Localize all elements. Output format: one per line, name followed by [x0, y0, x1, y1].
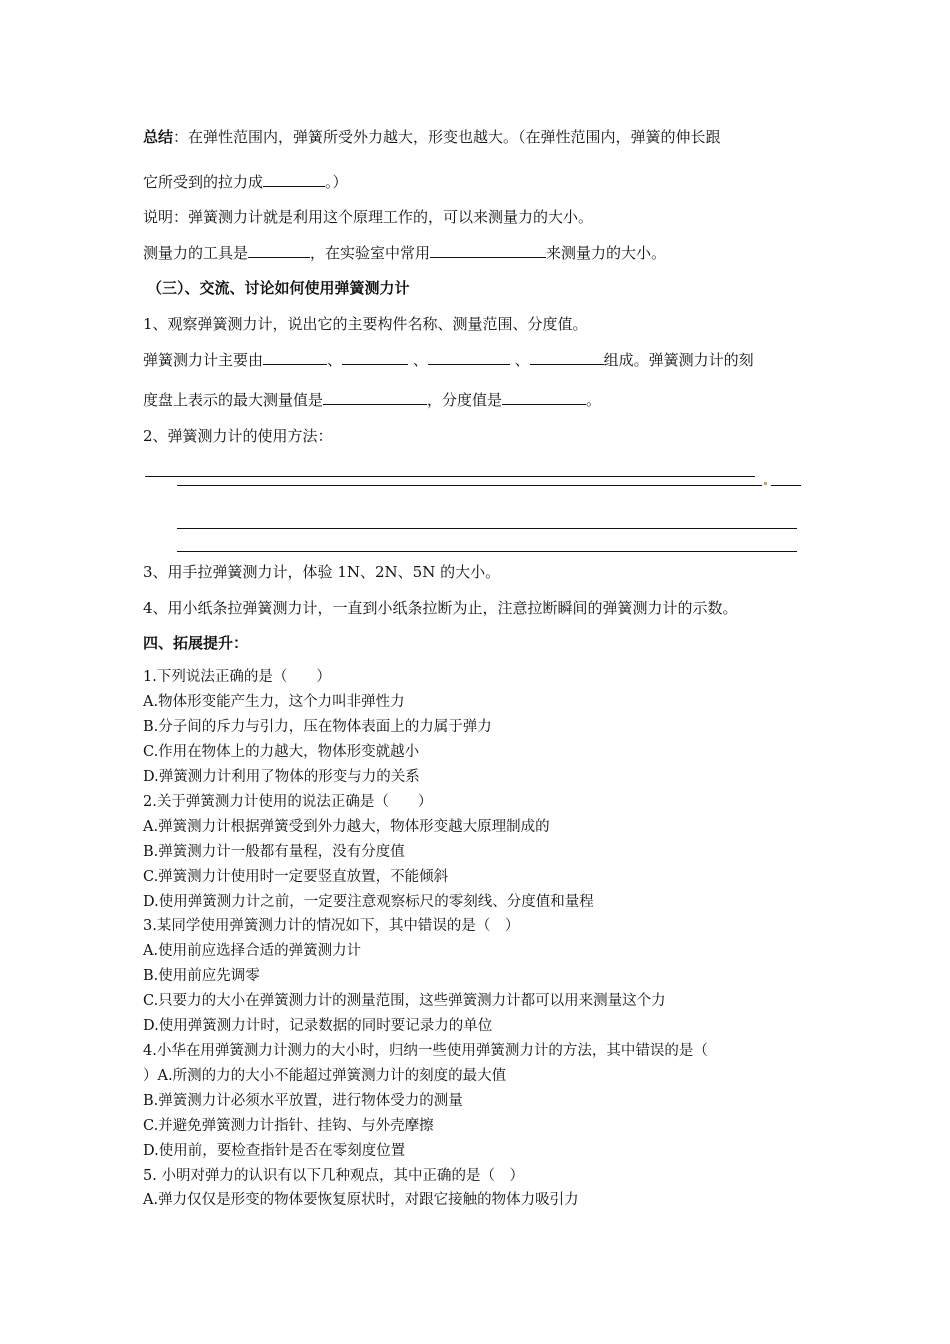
summary-text-1: ：在弹性范围内，弹簧所受外力越大，形变也越大。（在弹性范围内，弹簧的伸长跟 — [173, 128, 721, 146]
answer-rule-1[interactable] — [145, 476, 755, 477]
blank-part-3[interactable] — [428, 349, 510, 365]
tool-text-c: 来测量力的大小。 — [546, 244, 667, 262]
blank-part-2[interactable] — [342, 349, 408, 365]
parts-text-b: 组成。弹簧测力计的刻 — [603, 351, 754, 369]
question-line: A.弹簧测力计根据弹簧受到外力越大，物体形变越大原理制成的 — [143, 819, 550, 835]
dial-text-a: 度盘上表示的最大测量值是 — [143, 391, 324, 409]
question-line: D.弹簧测力计利用了物体的形变与力的关系 — [143, 769, 420, 785]
item-2: 2、弹簧测力计的使用方法： — [143, 427, 333, 445]
question-line: C.并避免弹簧测力计指针、挂钩、与外壳摩擦 — [143, 1118, 434, 1134]
parts-sep-3: 、 — [514, 351, 530, 369]
answer-rule-3[interactable] — [177, 528, 797, 529]
question-line: 4.小华在用弹簧测力计测力的大小时，归纳一些使用弹簧测力计的方法，其中错误的是（ — [143, 1043, 708, 1059]
explain-line: 说明：弹簧测力计就是利用这个原理工作的，可以来测量力的大小。 — [143, 208, 594, 226]
question-line: C.作用在物体上的力越大，物体形变就越小 — [143, 744, 420, 760]
blank-part-4[interactable] — [530, 349, 604, 365]
question-line: B.弹簧测力计必须水平放置，进行物体受力的测量 — [143, 1093, 463, 1109]
question-line: D.使用弹簧测力计时，记录数据的同时要记录力的单位 — [143, 1018, 493, 1034]
tool-text-a: 测量力的工具是 — [143, 244, 249, 262]
question-line: 1.下列说法正确的是（ ） — [143, 669, 331, 685]
blank-proportion[interactable] — [263, 171, 325, 187]
item-3: 3、用手拉弹簧测力计，体验 1N、2N、5N 的大小。 — [143, 563, 501, 581]
parts-sep-1: 、 — [327, 351, 343, 369]
tool-line — [143, 242, 666, 263]
blank-part-1[interactable] — [263, 349, 327, 365]
question-line: B.分子间的斥力与引力，压在物体表面上的力属于弹力 — [143, 719, 492, 735]
stray-mark — [764, 482, 767, 485]
answer-rule-2-tail — [771, 485, 801, 486]
question-line: C.弹簧测力计使用时一定要竖直放置，不能倾斜 — [143, 869, 449, 885]
section-3-title: （三）、交流、讨论如何使用弹簧测力计 — [147, 279, 410, 297]
question-line: B.使用前应先调零 — [143, 968, 260, 984]
dial-text-c: 。 — [586, 391, 602, 409]
summary-line-1 — [143, 127, 721, 147]
dial-line — [143, 389, 601, 410]
tool-text-b: ，在实验室中常用 — [310, 244, 431, 262]
blank-lab-tool[interactable] — [430, 242, 546, 258]
question-line: 2.关于弹簧测力计使用的说法正确是（ ） — [143, 794, 433, 810]
parts-text-a: 弹簧测力计主要由 — [143, 351, 264, 369]
summary-line-2 — [143, 171, 348, 192]
question-line: D.使用弹簧测力计之前，一定要注意观察标尺的零刻线、分度值和量程 — [143, 894, 594, 910]
parts-line — [143, 349, 754, 370]
summary-text-2b: 。） — [325, 173, 348, 191]
question-line: A.弹力仅仅是形变的物体要恢复原状时，对跟它接触的物体力吸引力 — [143, 1192, 579, 1208]
question-line: ）A.所测的力的大小不能超过弹簧测力计的刻度的最大值 — [143, 1068, 507, 1084]
answer-rule-2[interactable] — [177, 485, 762, 486]
question-line: 5. 小明对弹力的认识有以下几种观点，其中正确的是（ ） — [143, 1168, 524, 1184]
summary-text-2a: 它所受到的拉力成 — [143, 173, 264, 191]
question-line: A.使用前应选择合适的弹簧测力计 — [143, 943, 362, 959]
item-1: 1、观察弹簧测力计，说出它的主要构件名称、测量范围、分度值。 — [143, 315, 588, 333]
question-line: C.只要力的大小在弹簧测力计的测量范围，这些弹簧测力计都可以用来测量这个力 — [143, 993, 666, 1009]
section-4-title: 四、拓展提升： — [143, 634, 249, 652]
item-4: 4、用小纸条拉弹簧测力计，一直到小纸条拉断为止，注意拉断瞬间的弹簧测力计的示数。 — [143, 599, 738, 617]
summary-label: 总结 — [143, 128, 174, 146]
question-line: B.弹簧测力计一般都有量程，没有分度值 — [143, 844, 405, 860]
question-line: A.物体形变能产生力，这个力叫非弹性力 — [143, 694, 405, 710]
answer-rule-4[interactable] — [177, 551, 797, 552]
question-line: 3.某同学使用弹簧测力计的情况如下，其中错误的是（ ） — [143, 918, 520, 934]
blank-max-range[interactable] — [323, 389, 427, 405]
question-line: D.使用前，要检查指针是否在零刻度位置 — [143, 1143, 406, 1159]
parts-sep-2: 、 — [412, 351, 428, 369]
blank-division[interactable] — [502, 389, 586, 405]
blank-tool[interactable] — [248, 242, 310, 258]
dial-text-b: ，分度值是 — [427, 391, 503, 409]
